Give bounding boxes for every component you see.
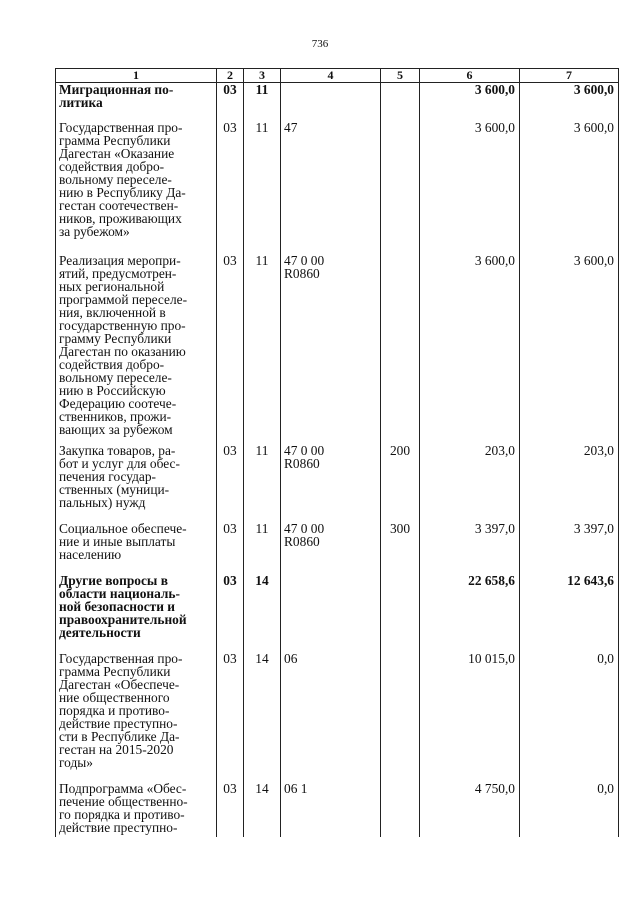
table-row	[56, 574, 619, 652]
table-body	[56, 83, 619, 837]
header-cell-4: 4	[281, 69, 381, 83]
row-section-code: 03	[217, 83, 244, 121]
row-amount-year-1: 10 015,0	[420, 652, 520, 782]
row-amount-year-2: 3 397,0	[520, 522, 619, 574]
row-section-code: 03	[217, 574, 244, 652]
header-row	[56, 69, 619, 83]
row-subsection-code: 11	[244, 522, 281, 574]
table-row	[56, 522, 619, 574]
page-number: 736	[311, 38, 329, 50]
row-section-code: 03	[217, 782, 244, 837]
table-row	[56, 254, 619, 444]
row-amount-year-1: 22 658,6	[420, 574, 520, 652]
row-subsection-code: 14	[244, 782, 281, 837]
row-target-article: 06 1	[281, 782, 381, 837]
row-section-code: 03	[217, 254, 244, 444]
row-target-article: 47 0 00 R0860	[281, 522, 381, 574]
row-target-article	[281, 574, 381, 652]
row-name: Подпрограмма «Обес- печение общественно- го порядка и противо- действие преступно-	[56, 782, 217, 837]
row-expense-type: 200	[381, 444, 420, 522]
row-amount-year-1: 203,0	[420, 444, 520, 522]
row-amount-year-2: 12 643,6	[520, 574, 619, 652]
header-cell-5: 5	[381, 69, 420, 83]
row-amount-year-2: 0,0	[520, 782, 619, 837]
row-section-code: 03	[217, 121, 244, 254]
row-name: Другие вопросы в области националь- ной безопасности и правоохранительной деятельности	[56, 574, 217, 652]
row-amount-year-2: 0,0	[520, 652, 619, 782]
row-expense-type	[381, 83, 420, 121]
row-expense-type	[381, 254, 420, 444]
row-target-article	[281, 83, 381, 121]
row-target-article: 06	[281, 652, 381, 782]
row-amount-year-2: 203,0	[520, 444, 619, 522]
header-cell-7: 7	[520, 69, 619, 83]
row-expense-type	[381, 574, 420, 652]
row-name: Государственная про- грамма Республики Дагестан «Оказание содействия добро- вольному переселе- нию в Республику Да- гестан соотечествен- ников, проживающих за рубежом»	[56, 121, 217, 254]
header-cell-2: 2	[217, 69, 244, 83]
row-name: Закупка товаров, ра- бот и услуг для обес- печения государ- ственных (муници- пальных) нужд	[56, 444, 217, 522]
row-target-article: 47	[281, 121, 381, 254]
row-expense-type	[381, 121, 420, 254]
header-cell-6: 6	[420, 69, 520, 83]
row-amount-year-1: 4 750,0	[420, 782, 520, 837]
row-section-code: 03	[217, 652, 244, 782]
table-row	[56, 83, 619, 121]
row-name: Миграционная по- литика	[56, 83, 217, 121]
row-amount-year-1: 3 600,0	[420, 83, 520, 121]
row-amount-year-2: 3 600,0	[520, 254, 619, 444]
row-section-code: 03	[217, 522, 244, 574]
row-expense-type	[381, 782, 420, 837]
row-expense-type: 300	[381, 522, 420, 574]
table-row	[56, 444, 619, 522]
table-row	[56, 652, 619, 782]
row-expense-type	[381, 652, 420, 782]
header-cell-1: 1	[56, 69, 217, 83]
row-amount-year-2: 3 600,0	[520, 121, 619, 254]
row-name: Реализация меропри- ятий, предусмотрен- ных региональной программой переселе- ния, включенной в государственную про- грамму Республики Дагестан по оказанию содействия добро- вольному переселе- нию в Российскую Федерацию соотече- ственников, прожи- вающих за рубежом	[56, 254, 217, 444]
budget-table	[55, 68, 619, 837]
row-amount-year-1: 3 600,0	[420, 121, 520, 254]
row-target-article: 47 0 00 R0860	[281, 444, 381, 522]
row-target-article: 47 0 00 R0860	[281, 254, 381, 444]
row-amount-year-1: 3 397,0	[420, 522, 520, 574]
row-subsection-code: 14	[244, 574, 281, 652]
row-section-code: 03	[217, 444, 244, 522]
row-amount-year-1: 3 600,0	[420, 254, 520, 444]
row-subsection-code: 14	[244, 652, 281, 782]
table-row	[56, 121, 619, 254]
row-subsection-code: 11	[244, 121, 281, 254]
header-cell-3: 3	[244, 69, 281, 83]
row-name: Социальное обеспече- ние и иные выплаты населению	[56, 522, 217, 574]
row-subsection-code: 11	[244, 83, 281, 121]
table-row	[56, 782, 619, 837]
row-amount-year-2: 3 600,0	[520, 83, 619, 121]
row-subsection-code: 11	[244, 444, 281, 522]
row-name: Государственная про- грамма Республики Дагестан «Обеспече- ние общественного порядка и противо- действие преступно- сти в Республике Да- гестан на 2015-2020 годы»	[56, 652, 217, 782]
row-subsection-code: 11	[244, 254, 281, 444]
